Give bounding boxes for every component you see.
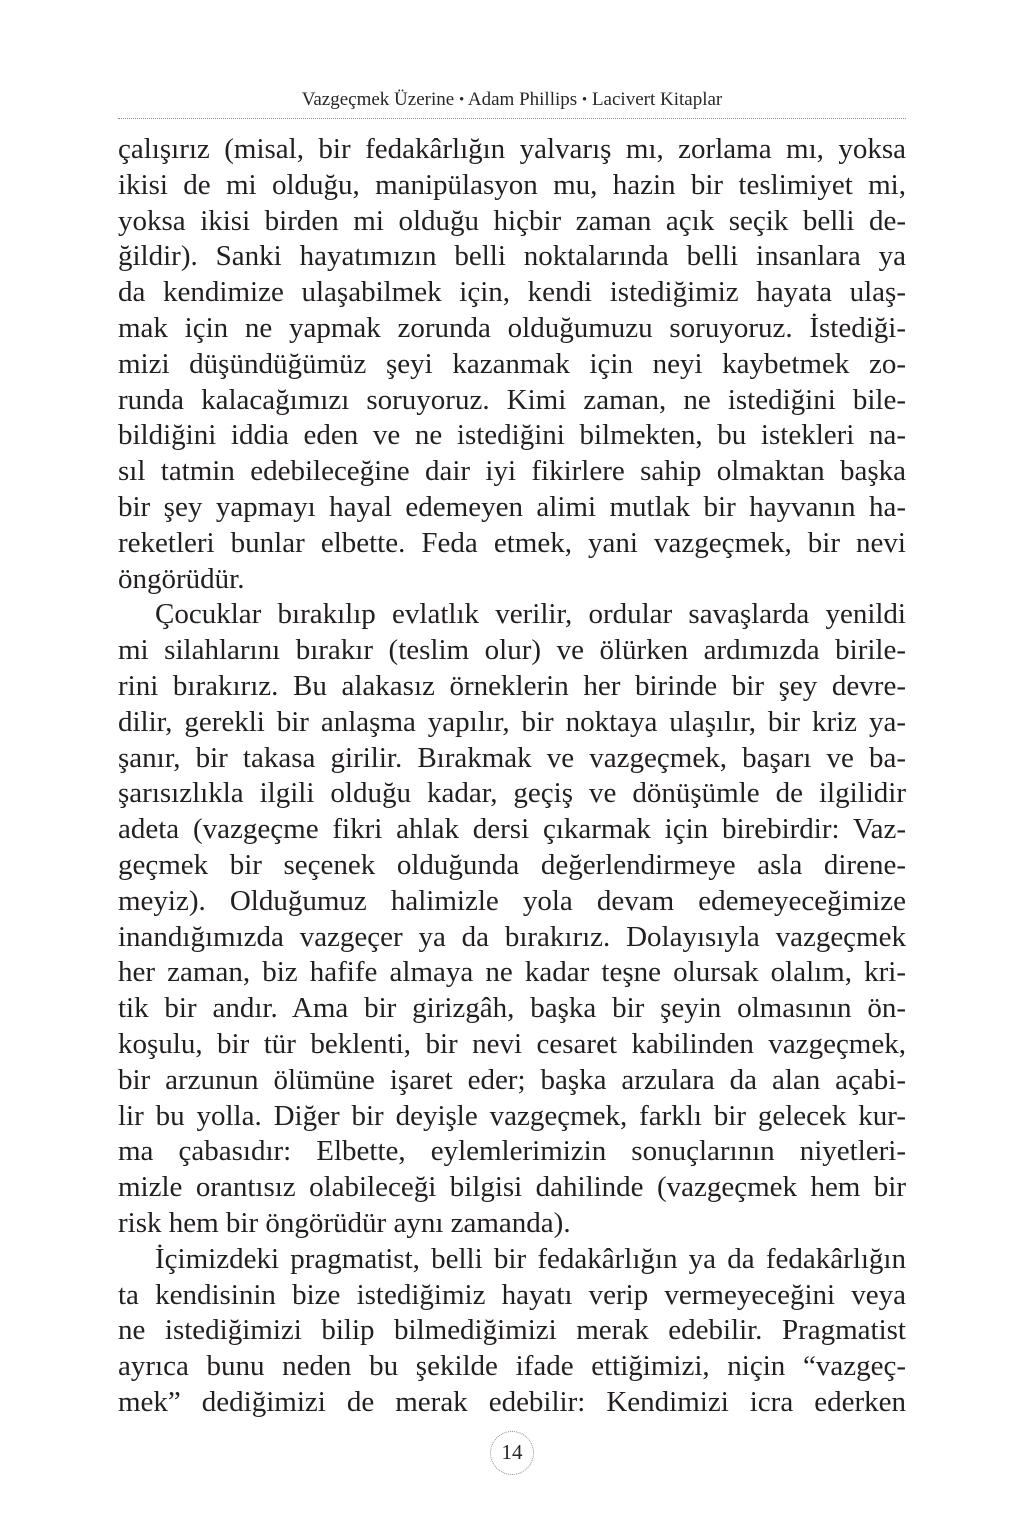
text-line: çalışırız (misal, bir fedakârlığın yalvarış mı, zorlama mı, yoksa — [118, 133, 906, 165]
text-line: da kendimize ulaşabilmek için, kendi istediğimiz hayata ulaş- — [118, 276, 906, 309]
text-line: runda kalacağımızı soruyoruz. Kimi zaman, ne istediğini bile- — [118, 383, 906, 416]
body-paragraph — [118, 132, 906, 597]
book-title: Vazgeçmek Üzerine — [301, 89, 455, 110]
text-line: bir arzunun ölümüne işaret eder; başka arzulara da alan açabi- — [118, 1063, 906, 1096]
text-line: rini bırakırız. Bu alakasız örneklerin her birinde bir şey devre- — [118, 669, 906, 702]
text-line: ğildir). Sanki hayatımızın belli noktalarında belli insanlara ya — [118, 240, 906, 273]
book-publisher: Lacivert Kitaplar — [591, 89, 723, 110]
text-line: İçimizdeki pragmatist, belli bir fedakârlığın ya da fedakârlığın — [155, 1242, 906, 1275]
text-line: sıl tatmin edebileceğine dair iyi fikirlere sahip olmaktan başka — [118, 455, 906, 488]
text-line: şarısızlıkla ilgili olduğu kadar, geçiş ve dönüşümle de ilgilidir — [118, 777, 906, 810]
page-number: 14 — [490, 1431, 534, 1475]
text-line: risk hem bir öngörüdür aynı zamanda). — [118, 1206, 571, 1239]
text-line: dilir, gerekli bir anlaşma yapılır, bir noktaya ulaşılır, bir kriz ya- — [118, 705, 906, 738]
header-dotted-rule — [118, 118, 906, 119]
text-line: bildiğini iddia eden ve ne istediğini bilmekten, bu istekleri na- — [118, 419, 906, 452]
text-line: öngörüdür. — [118, 562, 245, 595]
text-line: adeta (vazgeçme fikri ahlak dersi çıkarmak için birebirdir: Vaz- — [118, 813, 906, 846]
text-line: Çocuklar bırakılıp evlatlık verilir, ordular savaşlarda yenildi — [155, 598, 906, 631]
text-line: ayrıca bunu neden bu şekilde ifade ettiğimizi, niçin “vazgeç- — [118, 1350, 906, 1383]
text-line: ma çabasıdır: Elbette, eylemlerimizin sonuçlarının niyetleri- — [118, 1135, 906, 1168]
text-line: mi silahlarını bırakır (teslim olur) ve ölürken ardımızda birile- — [118, 634, 906, 667]
text-line: meyiz). Olduğumuz halimizle yola devam edemeyeceğimize — [118, 884, 906, 917]
text-line: mizle orantısız olabileceği bilgisi dahilinde (vazgeçmek hem bir — [118, 1171, 906, 1204]
text-line: koşulu, bir tür beklenti, bir nevi cesaret kabilinden vazgeçmek, — [118, 1027, 906, 1060]
text-line: bir şey yapmayı hayal edemeyen alimi mutlak bir hayvanın ha- — [118, 490, 906, 523]
text-line: lir bu yolla. Diğer bir deyişle vazgeçmek, farklı bir gelecek kur- — [118, 1099, 906, 1132]
text-line: tik bir andır. Ama bir girizgâh, başka bir şeyin olmasının ön- — [118, 992, 906, 1025]
body-paragraph — [118, 1242, 906, 1421]
header-separator: • — [458, 92, 465, 108]
text-line: her zaman, biz hafife almaya ne kadar teşne olursak olalım, kri- — [118, 956, 906, 989]
text-line: ikisi de mi olduğu, manipülasyon mu, hazin bir teslimiyet mi, — [118, 168, 906, 201]
text-line: ta kendisinin bize istediğimiz hayatı verip vermeyeceğini veya — [118, 1278, 906, 1311]
body-text — [118, 132, 906, 1421]
text-line: mak için ne yapmak zorunda olduğumuzu soruyoruz. İstediği- — [118, 311, 906, 344]
text-line: geçmek bir seçenek olduğunda değerlendirmeye asla direne- — [118, 848, 906, 881]
text-line: inandığımızda vazgeçer ya da bırakırız. Dolayısıyla vazgeçmek — [118, 920, 906, 953]
book-author: Adam Phillips — [467, 89, 578, 110]
running-header — [0, 88, 1024, 113]
body-paragraph — [118, 597, 906, 1241]
text-line: mizi düşündüğümüz şeyi kazanmak için neyi kaybetmek zo- — [118, 347, 906, 380]
text-line: mek” dediğimizi de merak edebilir: Kendimizi icra ederken — [118, 1385, 906, 1418]
text-line: şanır, bir takasa girilir. Bırakmak ve vazgeçmek, başarı ve ba- — [118, 741, 906, 774]
text-line: reketleri bunlar elbette. Feda etmek, yani vazgeçmek, bir nevi — [118, 526, 906, 559]
text-line: ne istediğimizi bilip bilmediğimizi merak edebilir. Pragmatist — [118, 1314, 906, 1347]
header-separator: • — [581, 92, 588, 108]
text-line: yoksa ikisi birden mi olduğu hiçbir zaman açık seçik belli de- — [118, 204, 906, 237]
